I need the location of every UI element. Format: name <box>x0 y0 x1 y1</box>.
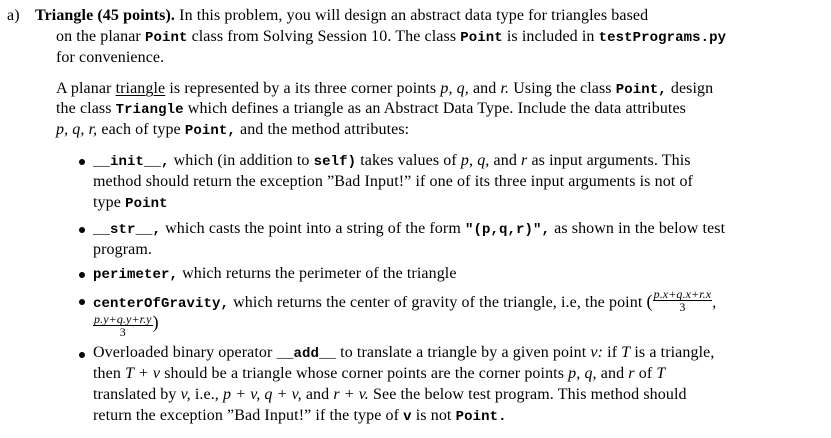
init-line-1: __init__, which (in addition to self) takes values of p, q, and r as input arguments. This <box>93 152 691 170</box>
str-line-1: __str__, which casts the point into a string of the form "(p,q,r)", as shown in the below test <box>93 220 726 238</box>
problem-intro-line-3: for convenience. <box>56 49 165 66</box>
add-line-2: then T + v should be a triangle whose corner points are the corner points p, q, and r of T <box>93 365 666 382</box>
init-line-2: method should return the exception ”Bad Input!” if one of its three input arguments is not of <box>93 173 693 190</box>
definition-line-1: A planar triangle is represented by a its three corner points p, q, and r. Using the class Point, design <box>56 80 714 98</box>
bullet-marker <box>79 352 85 358</box>
definition-line-2: the class Triangle which defines a triangle as an Abstract Data Type. Include the data attributes <box>56 100 687 118</box>
part-label: a) <box>7 7 20 24</box>
add-line-3: translated by v, i.e., p + v, q + v, and r + v. See the below test program. This method should <box>93 386 687 403</box>
problem-intro-line-2: on the planar Point class from Solving Session 10. The class Point is included in testPrograms.py <box>56 28 727 46</box>
y-fraction: $\frac{p.y+q.y+r.y}{3}$ <box>94 312 152 339</box>
add-line-1: Overloaded binary operator __add__ to translate a triangle by a given point v: if T is a triangle, <box>93 344 715 362</box>
add-line-4: return the exception ”Bad Input!” if the type of v is not Point. <box>93 407 507 425</box>
definition-line-3: p, q, r, each of type Point, and the method attributes: <box>56 121 410 139</box>
init-method: __init__, <box>93 154 170 170</box>
file-name: testPrograms.py <box>598 30 727 46</box>
init-line-3: type Point <box>93 194 168 212</box>
perimeter-line: perimeter, which returns the perimeter of the triangle <box>93 265 457 283</box>
add-method: __add__ <box>276 346 337 362</box>
center-of-gravity-method: centerOfGravity, <box>93 296 230 312</box>
x-fraction: $\frac{p.x+q.x+r.x}{3}$ <box>653 286 712 314</box>
bullet-marker <box>79 159 85 165</box>
center-line-2: $\frac{p.y+q.y+r.y}{3}$ ) <box>94 312 159 339</box>
bullet-marker <box>79 272 85 278</box>
triangle-link[interactable]: triangle <box>115 80 166 97</box>
bullet-marker <box>79 299 85 305</box>
problem-heading: Triangle (45 points). <box>35 7 176 24</box>
perimeter-method: perimeter, <box>93 267 179 283</box>
str-method: __str__, <box>93 222 162 238</box>
str-line-2: program. <box>93 241 153 258</box>
bullet-marker <box>79 227 85 233</box>
problem-intro-line-1: Triangle (45 points). In this problem, you will design an abstract data type for triangles based <box>35 7 649 24</box>
center-line-1: centerOfGravity, which returns the center of gravity of the triangle, i.e, the point ( $\frac{p.x+q.x+r.x}{3}$ , <box>93 286 717 314</box>
